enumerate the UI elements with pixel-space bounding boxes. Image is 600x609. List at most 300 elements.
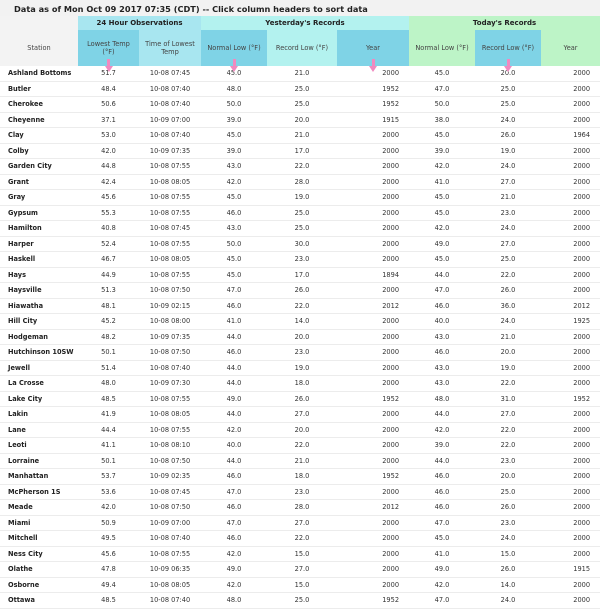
table-row — [0, 407, 600, 423]
lowest-temp-cell: 40.8 — [78, 221, 139, 237]
lowest-temp-cell: 42.0 — [78, 143, 139, 159]
yesterday-record-low-cell: 17.0 — [267, 267, 337, 283]
yesterday-normal-low-cell: 45.0 — [201, 267, 267, 283]
yesterday-record-low-cell: 22.0 — [267, 438, 337, 454]
today-normal-low-cell: 42.0 — [409, 422, 475, 438]
yesterday-year-cell: 2000 — [337, 143, 409, 159]
today-normal-low-cell: 42.0 — [409, 221, 475, 237]
today-year-cell: 2000 — [541, 453, 600, 469]
table-row — [0, 329, 600, 345]
header-group-observations: 24 Hour Observations — [78, 16, 201, 30]
today-record-low-cell: 23.0 — [475, 205, 541, 221]
yesterday-record-low-cell: 18.0 — [267, 469, 337, 485]
today-normal-low-cell: 45.0 — [409, 531, 475, 547]
yesterday-year-cell: 2000 — [337, 236, 409, 252]
lowest-temp-cell: 53.7 — [78, 469, 139, 485]
yesterday-year-cell: 2000 — [337, 407, 409, 423]
table-row — [0, 391, 600, 407]
yesterday-record-low-cell: 25.0 — [267, 205, 337, 221]
today-record-low-cell: 19.0 — [475, 143, 541, 159]
station-cell: Manhattan — [0, 469, 78, 485]
yesterday-record-low-cell: 15.0 — [267, 577, 337, 593]
yesterday-record-low-cell: 18.0 — [267, 376, 337, 392]
today-year-cell: 2000 — [541, 407, 600, 423]
lowest-temp-cell: 53.6 — [78, 484, 139, 500]
yesterday-normal-low-cell: 45.0 — [201, 128, 267, 144]
yesterday-year-cell: 2000 — [337, 314, 409, 330]
lowest-temp-cell: 50.6 — [78, 97, 139, 113]
today-year-cell: 2000 — [541, 112, 600, 128]
yesterday-normal-low-cell: 40.0 — [201, 438, 267, 454]
yesterday-record-low-cell: 21.0 — [267, 66, 337, 81]
yesterday-year-cell: 2000 — [337, 422, 409, 438]
yesterday-year-cell: 2000 — [337, 174, 409, 190]
lowest-temp-cell: 45.6 — [78, 190, 139, 206]
station-cell: Gray — [0, 190, 78, 206]
table-row — [0, 562, 600, 578]
lowest-temp-cell: 44.9 — [78, 267, 139, 283]
station-cell: Miami — [0, 515, 78, 531]
yesterday-record-low-cell: 14.0 — [267, 314, 337, 330]
yesterday-year-cell: 2012 — [337, 500, 409, 516]
time-of-lowest-cell: 10-09 02:15 — [139, 298, 201, 314]
table-row — [0, 577, 600, 593]
station-cell: Meade — [0, 500, 78, 516]
table-row — [0, 531, 600, 547]
station-cell: Leoti — [0, 438, 78, 454]
table-row — [0, 546, 600, 562]
table-row — [0, 298, 600, 314]
time-of-lowest-cell: 10-08 07:45 — [139, 484, 201, 500]
today-year-cell: 2000 — [541, 546, 600, 562]
yesterday-normal-low-cell: 44.0 — [201, 453, 267, 469]
lowest-temp-cell: 41.9 — [78, 407, 139, 423]
yesterday-record-low-cell: 27.0 — [267, 562, 337, 578]
yesterday-normal-low-cell: 44.0 — [201, 329, 267, 345]
today-normal-low-cell: 45.0 — [409, 205, 475, 221]
yesterday-year-cell: 2000 — [337, 453, 409, 469]
today-normal-low-cell: 44.0 — [409, 453, 475, 469]
lowest-temp-cell: 51.3 — [78, 283, 139, 299]
yesterday-normal-low-cell: 42.0 — [201, 546, 267, 562]
station-cell: La Crosse — [0, 376, 78, 392]
today-record-low-cell: 31.0 — [475, 391, 541, 407]
today-year-cell: 2000 — [541, 329, 600, 345]
today-record-low-cell: 27.0 — [475, 407, 541, 423]
today-record-low-cell: 24.0 — [475, 314, 541, 330]
lowest-temp-cell: 48.5 — [78, 593, 139, 609]
yesterday-normal-low-cell: 44.0 — [201, 407, 267, 423]
table-row — [0, 236, 600, 252]
today-normal-low-cell: 42.0 — [409, 159, 475, 175]
header-group-today: Today's Records — [409, 16, 600, 30]
yesterday-year-cell: 1952 — [337, 593, 409, 609]
lowest-temp-cell: 42.4 — [78, 174, 139, 190]
lowest-temp-cell: 44.8 — [78, 159, 139, 175]
yesterday-normal-low-cell: 49.0 — [201, 391, 267, 407]
today-normal-low-cell: 43.0 — [409, 376, 475, 392]
yesterday-year-cell: 2000 — [337, 515, 409, 531]
yesterday-record-low-cell: 15.0 — [267, 546, 337, 562]
column-header-yesterday-normal-low[interactable] — [201, 30, 267, 66]
time-of-lowest-cell: 10-09 07:35 — [139, 329, 201, 345]
yesterday-record-low-cell: 25.0 — [267, 221, 337, 237]
yesterday-year-cell: 1952 — [337, 81, 409, 97]
today-record-low-cell: 20.0 — [475, 66, 541, 81]
yesterday-year-cell: 2000 — [337, 159, 409, 175]
lowest-temp-cell: 37.1 — [78, 112, 139, 128]
today-year-cell: 2000 — [541, 360, 600, 376]
station-cell: Ottawa — [0, 593, 78, 609]
yesterday-record-low-cell: 28.0 — [267, 500, 337, 516]
column-label-today-record-low: Record Low (°F) — [481, 43, 535, 52]
station-cell: McPherson 1S — [0, 484, 78, 500]
time-of-lowest-cell: 10-08 07:55 — [139, 205, 201, 221]
yesterday-year-cell: 2000 — [337, 577, 409, 593]
station-cell: Clay — [0, 128, 78, 144]
yesterday-year-cell: 2000 — [337, 531, 409, 547]
lowest-temp-cell: 48.2 — [78, 329, 139, 345]
time-of-lowest-cell: 10-08 07:50 — [139, 500, 201, 516]
today-year-cell: 2000 — [541, 515, 600, 531]
column-header-today-normal-low[interactable]: Normal Low (°F) — [409, 30, 475, 66]
today-record-low-cell: 22.0 — [475, 438, 541, 454]
table-row — [0, 376, 600, 392]
station-cell: Gypsum — [0, 205, 78, 221]
yesterday-year-cell: 2000 — [337, 329, 409, 345]
today-record-low-cell: 22.0 — [475, 422, 541, 438]
today-normal-low-cell: 48.0 — [409, 391, 475, 407]
yesterday-record-low-cell: 27.0 — [267, 515, 337, 531]
today-record-low-cell: 26.0 — [475, 500, 541, 516]
today-normal-low-cell: 45.0 — [409, 66, 475, 81]
lowest-temp-cell: 51.7 — [78, 66, 139, 81]
station-cell: Cherokee — [0, 97, 78, 113]
station-cell: Hamilton — [0, 221, 78, 237]
yesterday-normal-low-cell: 39.0 — [201, 143, 267, 159]
sort-arrow-icon — [504, 66, 512, 72]
time-of-lowest-cell: 10-09 07:35 — [139, 143, 201, 159]
today-record-low-cell: 27.0 — [475, 236, 541, 252]
yesterday-year-cell: 2000 — [337, 562, 409, 578]
table-row — [0, 97, 600, 113]
today-record-low-cell: 20.0 — [475, 469, 541, 485]
yesterday-normal-low-cell: 49.0 — [201, 562, 267, 578]
today-record-low-cell: 21.0 — [475, 329, 541, 345]
station-cell: Haskell — [0, 252, 78, 268]
today-year-cell: 2000 — [541, 577, 600, 593]
table-row — [0, 143, 600, 159]
column-header-today-record-low[interactable] — [475, 30, 541, 66]
yesterday-normal-low-cell: 46.0 — [201, 298, 267, 314]
station-cell: Garden City — [0, 159, 78, 175]
yesterday-record-low-cell: 22.0 — [267, 298, 337, 314]
lowest-temp-cell: 46.7 — [78, 252, 139, 268]
station-cell: Lake City — [0, 391, 78, 407]
time-of-lowest-cell: 10-09 07:00 — [139, 515, 201, 531]
time-of-lowest-cell: 10-08 07:40 — [139, 97, 201, 113]
yesterday-year-cell: 1894 — [337, 267, 409, 283]
yesterday-normal-low-cell: 50.0 — [201, 236, 267, 252]
today-normal-low-cell: 49.0 — [409, 562, 475, 578]
today-year-cell: 1964 — [541, 128, 600, 144]
lowest-temp-cell: 48.5 — [78, 391, 139, 407]
yesterday-normal-low-cell: 39.0 — [201, 112, 267, 128]
yesterday-year-cell: 2012 — [337, 298, 409, 314]
time-of-lowest-cell: 10-09 02:35 — [139, 469, 201, 485]
today-normal-low-cell: 47.0 — [409, 283, 475, 299]
lowest-temp-cell: 45.6 — [78, 546, 139, 562]
yesterday-year-cell: 1952 — [337, 97, 409, 113]
today-year-cell: 2000 — [541, 593, 600, 609]
lowest-temp-cell: 48.1 — [78, 298, 139, 314]
today-record-low-cell: 25.0 — [475, 81, 541, 97]
time-of-lowest-cell: 10-08 08:10 — [139, 438, 201, 454]
yesterday-record-low-cell: 19.0 — [267, 360, 337, 376]
column-header-today-year[interactable]: Year — [541, 30, 600, 66]
column-header-yesterday-record-low[interactable]: Record Low (°F) — [267, 30, 337, 66]
table-row — [0, 267, 600, 283]
yesterday-normal-low-cell: 46.0 — [201, 500, 267, 516]
today-record-low-cell: 36.0 — [475, 298, 541, 314]
yesterday-record-low-cell: 23.0 — [267, 252, 337, 268]
yesterday-normal-low-cell: 46.0 — [201, 345, 267, 361]
time-of-lowest-cell: 10-08 07:50 — [139, 453, 201, 469]
table-row — [0, 190, 600, 206]
column-header-yesterday-year[interactable] — [337, 30, 409, 66]
today-record-low-cell: 14.0 — [475, 577, 541, 593]
yesterday-normal-low-cell: 43.0 — [201, 221, 267, 237]
yesterday-year-cell: 2000 — [337, 546, 409, 562]
today-record-low-cell: 24.0 — [475, 221, 541, 237]
today-normal-low-cell: 45.0 — [409, 252, 475, 268]
yesterday-year-cell: 2000 — [337, 66, 409, 81]
today-year-cell: 2012 — [541, 298, 600, 314]
header-group-yesterday: Yesterday's Records — [201, 16, 409, 30]
yesterday-normal-low-cell: 42.0 — [201, 577, 267, 593]
table-row — [0, 283, 600, 299]
today-normal-low-cell: 43.0 — [409, 360, 475, 376]
time-of-lowest-cell: 10-08 07:55 — [139, 391, 201, 407]
table-row — [0, 422, 600, 438]
yesterday-year-cell: 2000 — [337, 252, 409, 268]
time-of-lowest-cell: 10-08 07:55 — [139, 236, 201, 252]
time-of-lowest-cell: 10-08 07:45 — [139, 221, 201, 237]
column-label-lowest-temp: Lowest Temp (°F) — [87, 39, 130, 56]
yesterday-normal-low-cell: 45.0 — [201, 190, 267, 206]
lowest-temp-cell: 42.0 — [78, 500, 139, 516]
today-year-cell: 2000 — [541, 345, 600, 361]
yesterday-normal-low-cell: 47.0 — [201, 484, 267, 500]
today-record-low-cell: 24.0 — [475, 593, 541, 609]
time-of-lowest-cell: 10-09 07:00 — [139, 112, 201, 128]
today-normal-low-cell: 40.0 — [409, 314, 475, 330]
table-row — [0, 593, 600, 609]
today-year-cell: 2000 — [541, 376, 600, 392]
station-cell: Olathe — [0, 562, 78, 578]
table-row — [0, 112, 600, 128]
yesterday-record-low-cell: 23.0 — [267, 345, 337, 361]
table-row — [0, 221, 600, 237]
yesterday-record-low-cell: 17.0 — [267, 143, 337, 159]
today-normal-low-cell: 46.0 — [409, 469, 475, 485]
today-year-cell: 2000 — [541, 236, 600, 252]
today-record-low-cell: 24.0 — [475, 112, 541, 128]
table-row — [0, 438, 600, 454]
yesterday-record-low-cell: 27.0 — [267, 407, 337, 423]
lowest-temp-cell: 44.4 — [78, 422, 139, 438]
yesterday-normal-low-cell: 45.0 — [201, 252, 267, 268]
today-record-low-cell: 27.0 — [475, 174, 541, 190]
today-normal-low-cell: 47.0 — [409, 593, 475, 609]
station-cell: Hiawatha — [0, 298, 78, 314]
today-year-cell: 2000 — [541, 143, 600, 159]
time-of-lowest-cell: 10-08 07:40 — [139, 531, 201, 547]
data-timestamp-banner: Data as of Mon Oct 09 2017 07:35 (CDT) -- Click column headers to sort data — [0, 0, 600, 16]
yesterday-record-low-cell: 19.0 — [267, 190, 337, 206]
table-row — [0, 484, 600, 500]
time-of-lowest-cell: 10-08 07:45 — [139, 66, 201, 81]
today-year-cell: 2000 — [541, 267, 600, 283]
lowest-temp-cell: 48.0 — [78, 376, 139, 392]
today-year-cell: 1915 — [541, 562, 600, 578]
yesterday-record-low-cell: 22.0 — [267, 159, 337, 175]
today-record-low-cell: 15.0 — [475, 546, 541, 562]
station-cell: Hutchinson 10SW — [0, 345, 78, 361]
station-cell: Ness City — [0, 546, 78, 562]
station-cell: Lane — [0, 422, 78, 438]
today-normal-low-cell: 46.0 — [409, 484, 475, 500]
station-cell: Butler — [0, 81, 78, 97]
yesterday-year-cell: 2000 — [337, 345, 409, 361]
station-cell: Lakin — [0, 407, 78, 423]
today-year-cell: 2000 — [541, 283, 600, 299]
today-normal-low-cell: 46.0 — [409, 298, 475, 314]
time-of-lowest-cell: 10-08 07:55 — [139, 267, 201, 283]
time-of-lowest-cell: 10-08 07:40 — [139, 593, 201, 609]
today-record-low-cell: 24.0 — [475, 531, 541, 547]
time-of-lowest-cell: 10-08 07:55 — [139, 422, 201, 438]
today-record-low-cell: 20.0 — [475, 345, 541, 361]
yesterday-record-low-cell: 21.0 — [267, 128, 337, 144]
today-record-low-cell: 24.0 — [475, 159, 541, 175]
yesterday-record-low-cell: 21.0 — [267, 453, 337, 469]
lowest-temp-cell: 50.1 — [78, 453, 139, 469]
time-of-lowest-cell: 10-08 07:50 — [139, 283, 201, 299]
today-normal-low-cell: 44.0 — [409, 267, 475, 283]
today-normal-low-cell: 49.0 — [409, 236, 475, 252]
today-year-cell: 1952 — [541, 391, 600, 407]
yesterday-normal-low-cell: 47.0 — [201, 515, 267, 531]
today-year-cell: 2000 — [541, 531, 600, 547]
station-cell: Cheyenne — [0, 112, 78, 128]
today-record-low-cell: 23.0 — [475, 515, 541, 531]
yesterday-record-low-cell: 20.0 — [267, 112, 337, 128]
yesterday-normal-low-cell: 47.0 — [201, 283, 267, 299]
yesterday-record-low-cell: 30.0 — [267, 236, 337, 252]
yesterday-year-cell: 1952 — [337, 469, 409, 485]
today-year-cell: 2000 — [541, 438, 600, 454]
lowest-temp-cell: 47.8 — [78, 562, 139, 578]
yesterday-normal-low-cell: 43.0 — [201, 159, 267, 175]
yesterday-normal-low-cell: 44.0 — [201, 360, 267, 376]
column-header-station[interactable]: Station — [0, 30, 78, 66]
station-cell: Hodgeman — [0, 329, 78, 345]
lowest-temp-cell: 49.4 — [78, 577, 139, 593]
yesterday-normal-low-cell: 46.0 — [201, 531, 267, 547]
yesterday-normal-low-cell: 41.0 — [201, 314, 267, 330]
today-record-low-cell: 19.0 — [475, 360, 541, 376]
time-of-lowest-cell: 10-09 06:35 — [139, 562, 201, 578]
today-year-cell: 2000 — [541, 484, 600, 500]
time-of-lowest-cell: 10-08 07:55 — [139, 159, 201, 175]
lowest-temp-cell: 48.4 — [78, 81, 139, 97]
yesterday-normal-low-cell: 48.0 — [201, 81, 267, 97]
today-normal-low-cell: 44.0 — [409, 407, 475, 423]
today-normal-low-cell: 39.0 — [409, 438, 475, 454]
station-cell: Haysville — [0, 283, 78, 299]
lowest-temp-cell: 50.1 — [78, 345, 139, 361]
table-row — [0, 205, 600, 221]
table-row — [0, 314, 600, 330]
yesterday-year-cell: 2000 — [337, 360, 409, 376]
table-row — [0, 128, 600, 144]
column-label-yesterday-normal-low: Normal Low (°F) — [207, 43, 261, 52]
yesterday-normal-low-cell: 42.0 — [201, 422, 267, 438]
table-row — [0, 345, 600, 361]
today-normal-low-cell: 46.0 — [409, 345, 475, 361]
station-cell: Mitchell — [0, 531, 78, 547]
column-header-lowest-temp[interactable] — [78, 30, 139, 66]
lowest-temp-cell: 41.1 — [78, 438, 139, 454]
today-record-low-cell: 25.0 — [475, 484, 541, 500]
yesterday-year-cell: 2000 — [337, 283, 409, 299]
time-of-lowest-cell: 10-08 07:40 — [139, 128, 201, 144]
yesterday-record-low-cell: 25.0 — [267, 593, 337, 609]
yesterday-record-low-cell: 20.0 — [267, 329, 337, 345]
table-row — [0, 252, 600, 268]
lowest-temp-cell: 50.9 — [78, 515, 139, 531]
today-record-low-cell: 26.0 — [475, 128, 541, 144]
yesterday-record-low-cell: 25.0 — [267, 81, 337, 97]
header-group-blank — [0, 16, 78, 30]
column-header-time-of-lowest[interactable]: Time of Lowest Temp — [139, 30, 201, 66]
time-of-lowest-cell: 10-08 07:40 — [139, 360, 201, 376]
today-year-cell: 2000 — [541, 252, 600, 268]
table-row — [0, 469, 600, 485]
today-year-cell: 2000 — [541, 205, 600, 221]
today-record-low-cell: 26.0 — [475, 562, 541, 578]
sort-arrow-icon — [105, 66, 113, 72]
time-of-lowest-cell: 10-08 07:50 — [139, 345, 201, 361]
table-row — [0, 81, 600, 97]
table-row — [0, 360, 600, 376]
station-cell: Grant — [0, 174, 78, 190]
today-year-cell: 2000 — [541, 469, 600, 485]
sort-arrow-icon — [369, 66, 377, 72]
yesterday-normal-low-cell: 48.0 — [201, 593, 267, 609]
today-record-low-cell: 25.0 — [475, 252, 541, 268]
station-records-table — [0, 16, 600, 609]
time-of-lowest-cell: 10-08 08:05 — [139, 174, 201, 190]
lowest-temp-cell: 55.3 — [78, 205, 139, 221]
time-of-lowest-cell: 10-08 07:40 — [139, 81, 201, 97]
lowest-temp-cell: 45.2 — [78, 314, 139, 330]
yesterday-normal-low-cell: 46.0 — [201, 205, 267, 221]
today-normal-low-cell: 47.0 — [409, 515, 475, 531]
today-year-cell: 2000 — [541, 190, 600, 206]
yesterday-normal-low-cell: 50.0 — [201, 97, 267, 113]
